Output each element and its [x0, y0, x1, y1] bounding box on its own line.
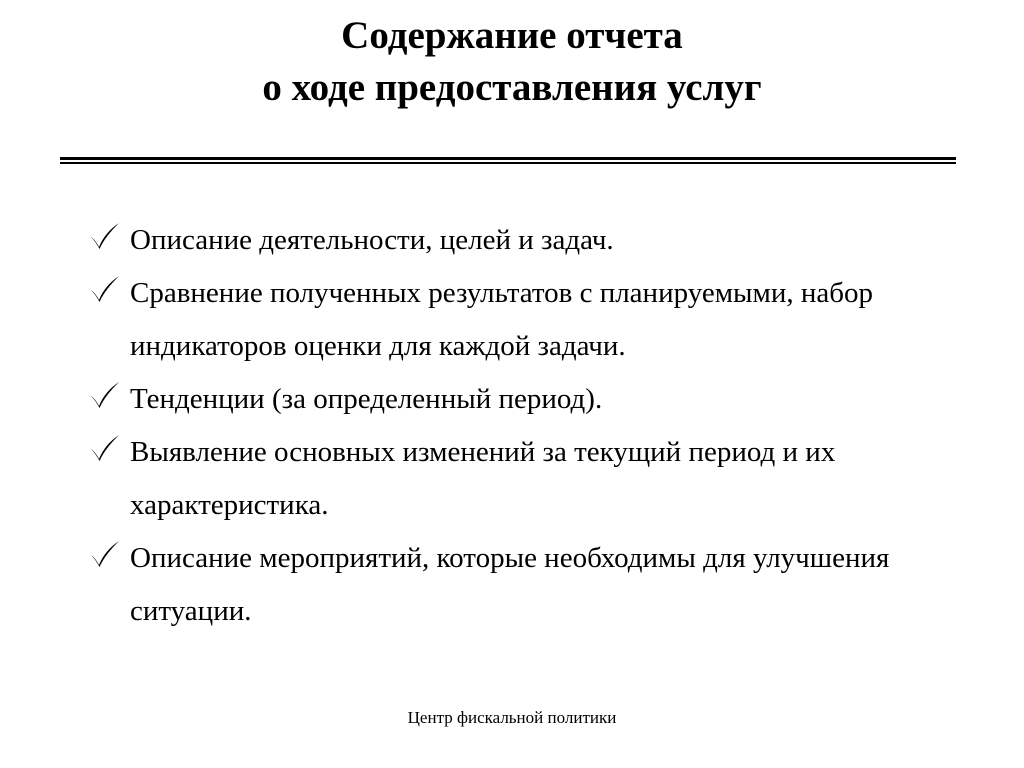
bullet-text-4: Выявление основных изменений за текущий период и их характеристика. [130, 436, 836, 521]
slide-footer: Центр фискальной политики [407, 708, 617, 727]
check-icon [88, 219, 122, 253]
bullet-text-1: Описание деятельности, целей и задач. [130, 224, 614, 256]
check-icon [88, 378, 122, 412]
slide-title-line-2: о ходе предоставления услуг [262, 66, 762, 109]
check-icon [88, 272, 122, 306]
check-icon [88, 537, 122, 571]
bullet-item-5 [88, 532, 988, 638]
title-divider-top [60, 157, 956, 160]
bullet-text-3: Тенденции (за определенный период). [130, 383, 603, 415]
bullet-item-3 [88, 373, 988, 426]
bullet-item-2 [88, 267, 988, 373]
check-icon [88, 431, 122, 465]
bullet-text-2: Сравнение полученных результатов с планируемыми, набор индикаторов оценки для каждой задачи. [130, 277, 874, 362]
slide-title [0, 10, 1024, 114]
bullet-list [88, 214, 988, 638]
slide-title-line-1: Содержание отчета [341, 14, 683, 57]
bullet-text-5: Описание мероприятий, которые необходимы для улучшения ситуации. [130, 542, 890, 627]
bullet-item-1 [88, 214, 988, 267]
title-divider-bottom [60, 162, 956, 164]
bullet-item-4 [88, 426, 988, 532]
